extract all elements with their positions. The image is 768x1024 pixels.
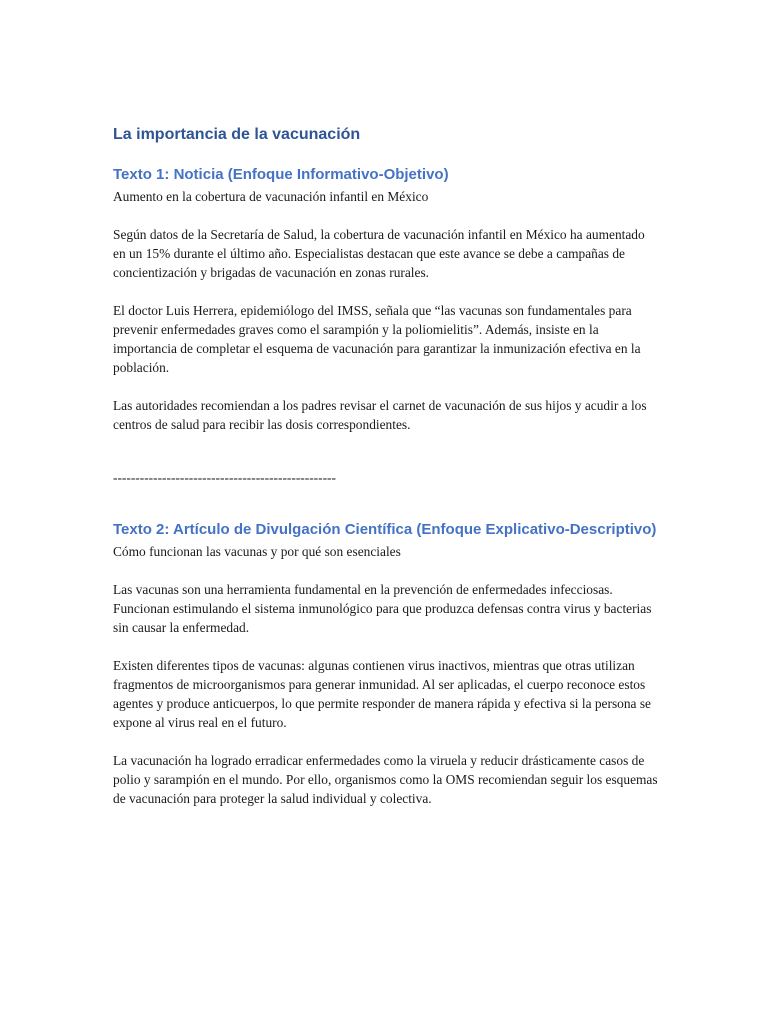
document-title: La importancia de la vacunación bbox=[113, 126, 361, 143]
document-body bbox=[113, 124, 658, 808]
section-heading-texto-2: Texto 2: Artículo de Divulgación Científica (Enfoque Explicativo-Descriptivo) bbox=[113, 521, 657, 538]
section-divider: -------------------------------------------------- bbox=[113, 470, 336, 485]
section-subtitle-texto-2: Cómo funcionan las vacunas y por qué son esenciales bbox=[113, 544, 401, 559]
paragraph: Existen diferentes tipos de vacunas: algunas contienen virus inactivos, mientras que otras utilizan fragmentos de microorganismos para generar inmunidad. Al ser aplicadas, el cuerpo reconoce estos agentes y produce anticuerpos, lo que permite responder de manera rápida y efectiva si la persona se expone al virus real en el futuro. bbox=[113, 658, 652, 730]
paragraph: Las autoridades recomiendan a los padres revisar el carnet de vacunación de sus hijos y acudir a los centros de salud para recibir las dosis correspondientes. bbox=[113, 398, 647, 432]
paragraph: Según datos de la Secretaría de Salud, la cobertura de vacunación infantil en México ha aumentado en un 15% durante el último año. Especialistas destacan que este avance se debe a campañas de concientización y brigadas de vacunación en zonas rurales. bbox=[113, 227, 645, 280]
section-subtitle-texto-1: Aumento en la cobertura de vacunación infantil en México bbox=[113, 189, 429, 204]
paragraph: El doctor Luis Herrera, epidemiólogo del IMSS, señala que “las vacunas son fundamentales para prevenir enfermedades graves como el sarampión y la poliomielitis”. Además, insiste en la importancia de completar el esquema de vacunación para garantizar la inmunización efectiva en la población. bbox=[113, 303, 641, 375]
paragraph: Las vacunas son una herramienta fundamental en la prevención de enfermedades infecciosas. Funcionan estimulando el sistema inmunológico para que produzca defensas contra virus y bacterias sin causar la enfermedad. bbox=[113, 582, 652, 635]
paragraph: La vacunación ha logrado erradicar enfermedades como la viruela y reducir drásticamente casos de polio y sarampión en el mundo. Por ello, organismos como la OMS recomiendan seguir los esquemas de vacunación para proteger la salud individual y colectiva. bbox=[113, 753, 658, 806]
section-heading-texto-1: Texto 1: Noticia (Enfoque Informativo-Objetivo) bbox=[113, 166, 449, 183]
